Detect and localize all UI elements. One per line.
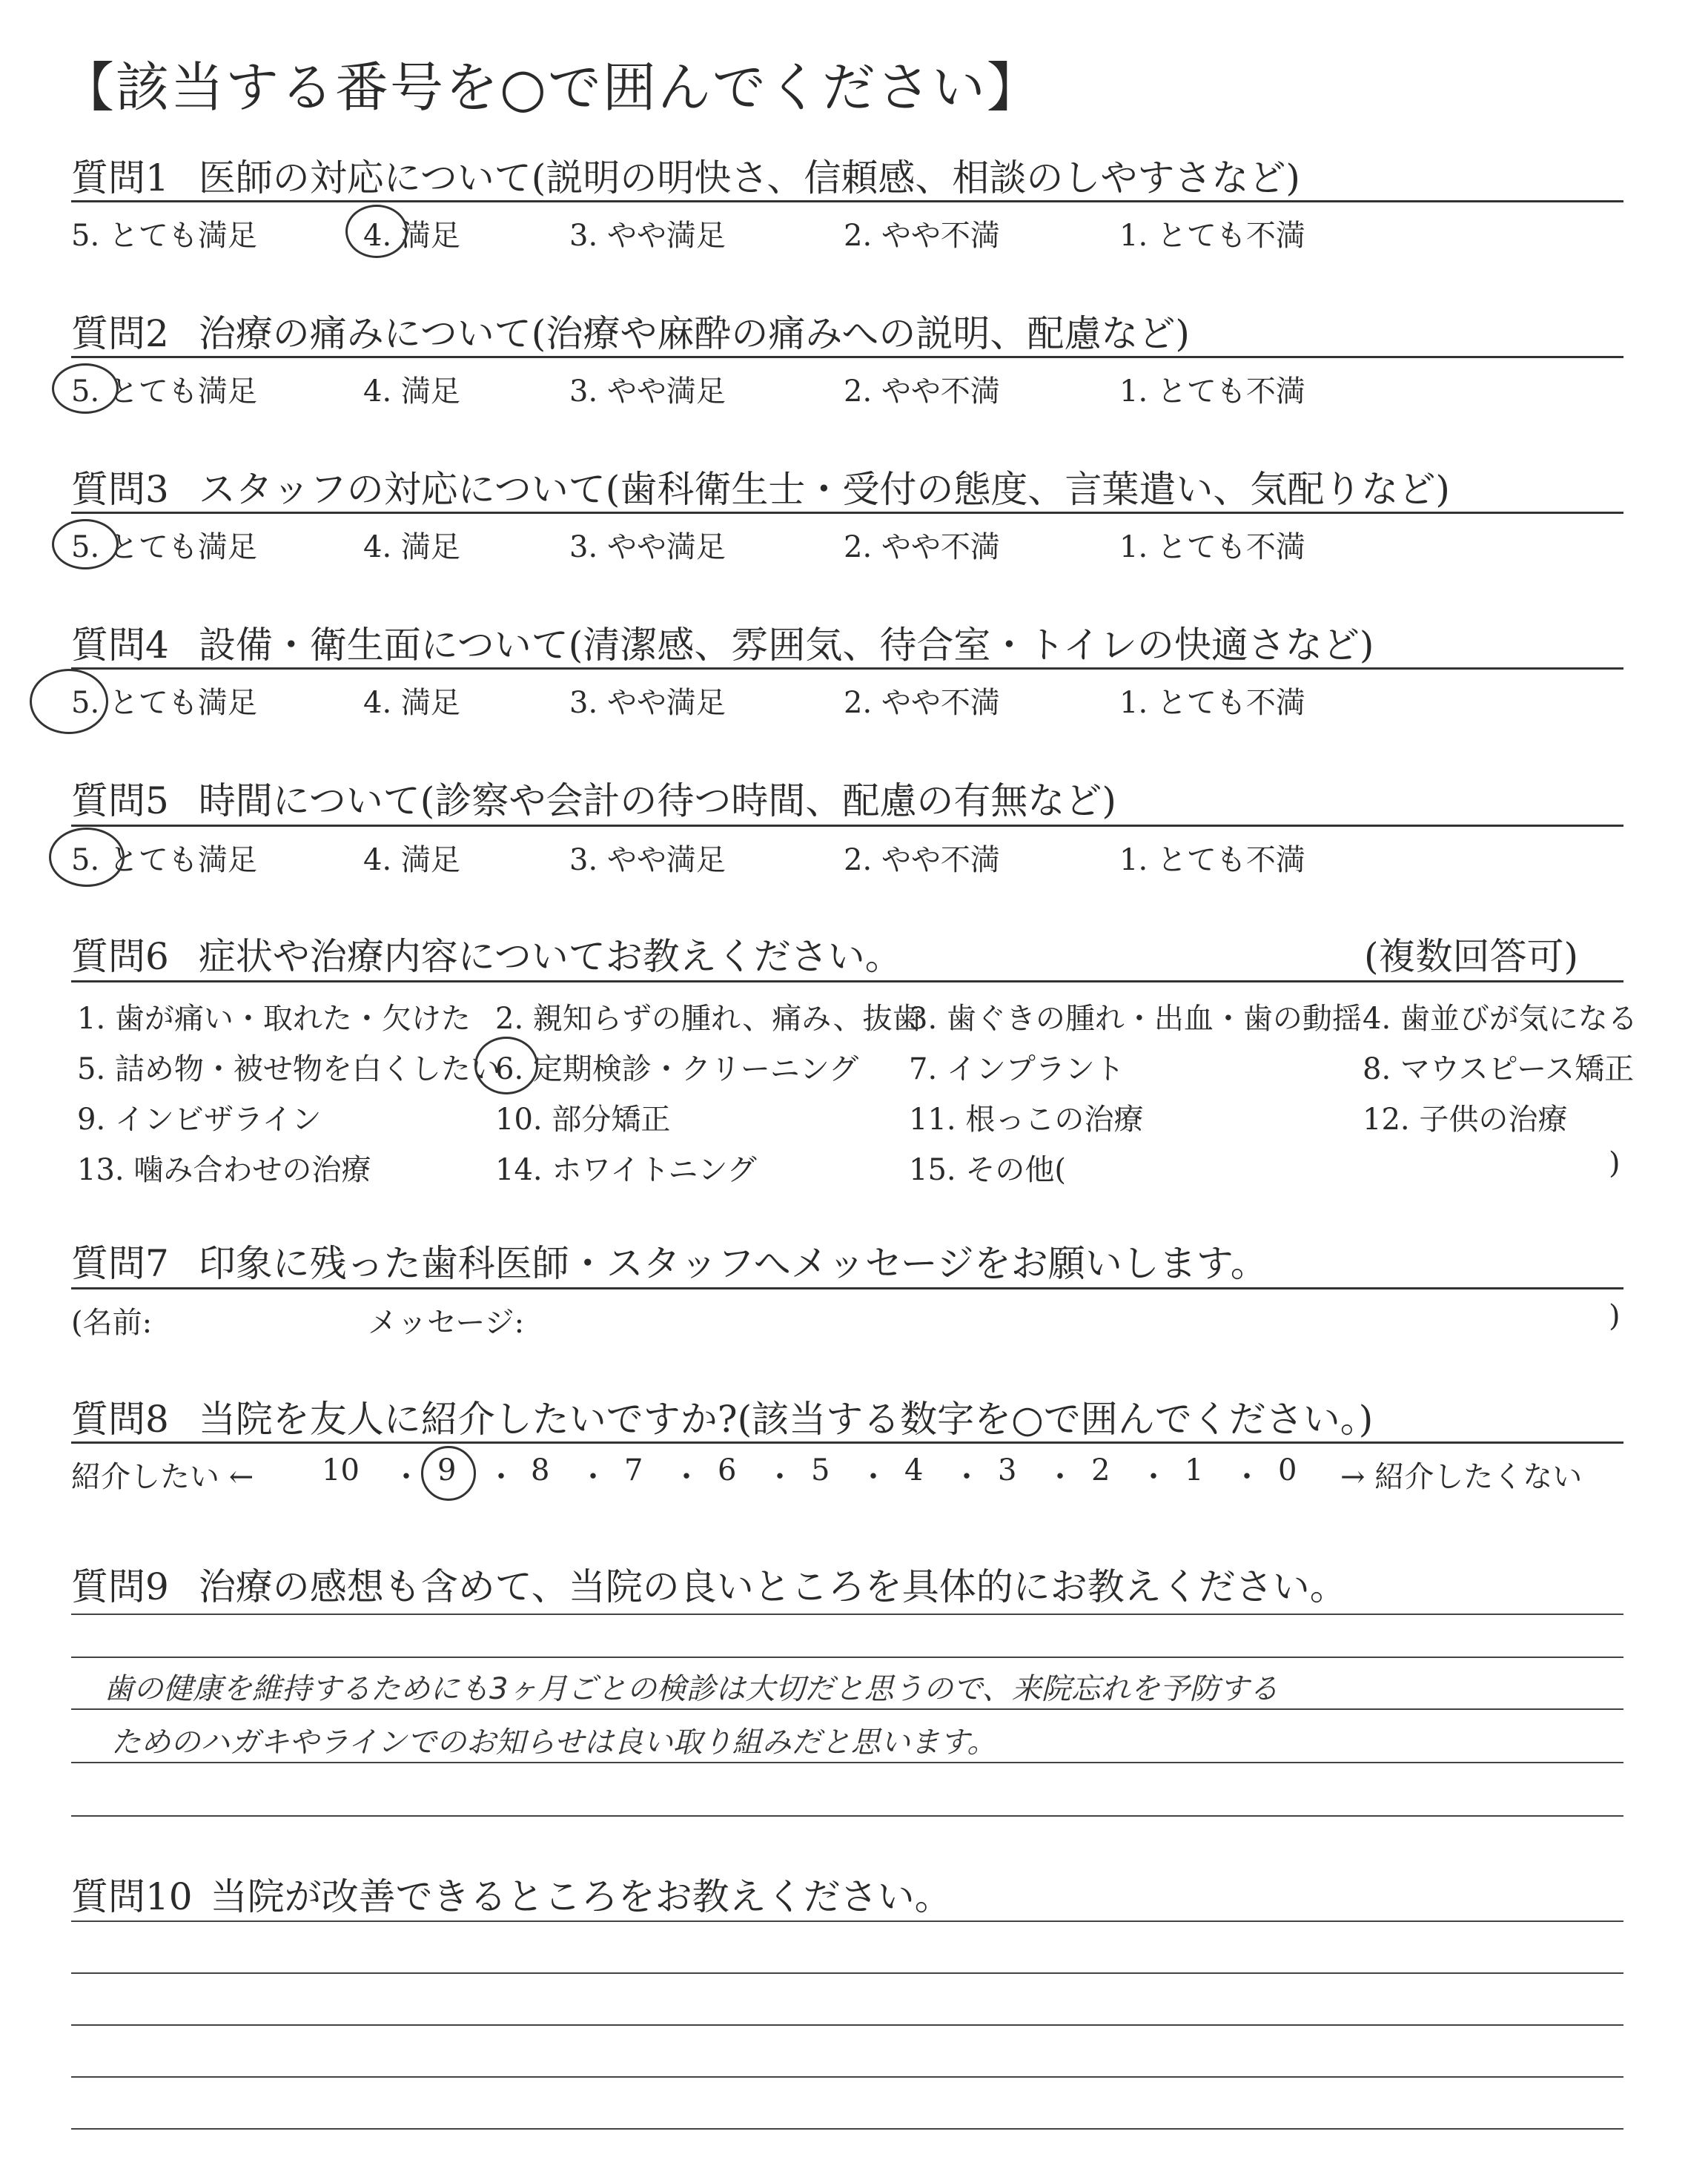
question-6-heading <box>71 927 902 980</box>
q1-option-1[interactable]: 1. とても不満 <box>1119 219 1305 253</box>
q6-item[interactable]: 6. 定期検診・クリーニング <box>495 1052 859 1086</box>
answer-circle <box>474 1037 538 1094</box>
q6-item[interactable]: 3. 歯ぐきの腫れ・出血・歯の動揺 <box>909 1002 1362 1036</box>
q4-option-5[interactable]: 5. とても満足 <box>71 686 257 720</box>
question-label: 質問2 <box>71 312 169 355</box>
q5-option-2[interactable]: 2. やや不満 <box>844 843 1000 877</box>
question-label: 質問5 <box>71 779 169 822</box>
question-text: 印象に残った歯科医師・スタッフへメッセージをお願いします。 <box>198 1242 1268 1285</box>
handwritten-answer-line-1: 歯の健康を維持するためにも3ヶ月ごとの検診は大切だと思うので、来院忘れを予防する <box>104 1672 1279 1706</box>
separator-dot: ・ <box>1139 1460 1168 1494</box>
scale-9[interactable]: 9 <box>437 1453 457 1487</box>
q2-option-5[interactable]: 5. とても満足 <box>71 374 257 409</box>
q6-item[interactable]: 7. インプラント <box>909 1052 1125 1086</box>
q5-option-1[interactable]: 1. とても不満 <box>1119 843 1305 877</box>
q6-item[interactable]: 2. 親知らずの腫れ、痛み、抜歯 <box>495 1002 922 1036</box>
separator-dot: ・ <box>952 1460 982 1494</box>
question-text: 治療の痛みについて(治療や麻酔の痛みへの説明、配慮など) <box>198 312 1190 355</box>
q4-option-4[interactable]: 4. 満足 <box>363 686 460 720</box>
answer-line <box>71 2076 1623 2078</box>
question-text: スタッフの対応について(歯科衛生士・受付の態度、言葉遣い、気配りなど) <box>198 468 1450 511</box>
answer-circle <box>345 205 408 258</box>
answer-line <box>71 1708 1623 1710</box>
question-4-heading <box>71 615 1374 669</box>
q3-option-2[interactable]: 2. やや不満 <box>844 530 1000 564</box>
message-field-label: メッセージ: <box>368 1306 525 1340</box>
scale-1[interactable]: 1 <box>1185 1453 1204 1487</box>
answer-line <box>71 1657 1623 1658</box>
scale-0[interactable]: 0 <box>1278 1453 1297 1487</box>
question-label: 質問10 <box>71 1875 193 1918</box>
q6-item[interactable]: 14. ホワイトニング <box>495 1153 757 1187</box>
message-close: ) <box>1609 1299 1621 1333</box>
answer-circle <box>52 519 119 569</box>
q2-option-1[interactable]: 1. とても不満 <box>1119 374 1305 409</box>
q2-option-4[interactable]: 4. 満足 <box>363 374 460 409</box>
scale-4[interactable]: 4 <box>904 1453 924 1487</box>
q1-option-5[interactable]: 5. とても満足 <box>71 219 257 253</box>
q6-item[interactable]: 4. 歯並びが気になる <box>1363 1002 1638 1036</box>
q5-option-4[interactable]: 4. 満足 <box>363 843 460 877</box>
answer-line <box>71 1815 1623 1817</box>
q6-item[interactable]: 13. 噛み合わせの治療 <box>77 1153 371 1187</box>
page-title: 【該当する番号を○で囲んでください】 <box>61 56 1042 119</box>
q4-option-2[interactable]: 2. やや不満 <box>844 686 1000 720</box>
answer-circle <box>49 828 125 887</box>
question-text: 時間について(診察や会計の待つ時間、配慮の有無など) <box>198 779 1116 822</box>
scale-5[interactable]: 5 <box>811 1453 830 1487</box>
separator-dot: ・ <box>578 1460 608 1494</box>
question-label: 質問4 <box>71 624 169 667</box>
divider <box>71 1287 1623 1289</box>
question-label: 質問1 <box>71 156 169 199</box>
handwritten-answer-line-2: ためのハガキやラインでのお知らせは良い取り組みだと思います。 <box>111 1725 997 1760</box>
not-recommend-label: → 紹介したくない <box>1340 1460 1583 1494</box>
divider <box>71 200 1623 202</box>
question-text: 医師の対応について(説明の明快さ、信頼感、相談のしやすさなど) <box>198 156 1300 199</box>
question-label: 質問6 <box>71 935 169 978</box>
separator-dot: ・ <box>672 1460 701 1494</box>
q4-option-1[interactable]: 1. とても不満 <box>1119 686 1305 720</box>
answer-line <box>71 1972 1623 1974</box>
answer-line <box>71 1762 1623 1763</box>
q1-option-2[interactable]: 2. やや不満 <box>844 219 1000 253</box>
question-5-heading <box>71 771 1116 825</box>
q5-option-5[interactable]: 5. とても満足 <box>71 843 257 877</box>
answer-line <box>71 1920 1623 1922</box>
question-7-heading <box>71 1234 1268 1287</box>
separator-dot: ・ <box>765 1460 795 1494</box>
q2-option-2[interactable]: 2. やや不満 <box>844 374 1000 409</box>
divider <box>71 512 1623 514</box>
separator-dot: ・ <box>858 1460 888 1494</box>
question-text: 当院を友人に紹介したいですか?(該当する数字を○で囲んでください。) <box>198 1398 1374 1441</box>
scale-7[interactable]: 7 <box>624 1453 643 1487</box>
divider <box>71 980 1623 982</box>
q1-option-3[interactable]: 3. やや満足 <box>569 219 726 253</box>
question-label: 質問3 <box>71 468 169 511</box>
question-text: 設備・衛生面について(清潔感、雰囲気、待合室・トイレの快適さなど) <box>198 624 1374 667</box>
q6-item[interactable]: 5. 詰め物・被せ物を白くしたい <box>77 1052 500 1086</box>
question-3-heading <box>71 460 1450 513</box>
multiple-answers-note: (複数回答可) <box>1364 935 1579 978</box>
scale-8[interactable]: 8 <box>531 1453 550 1487</box>
q2-option-3[interactable]: 3. やや満足 <box>569 374 726 409</box>
q3-option-1[interactable]: 1. とても不満 <box>1119 530 1305 564</box>
q3-option-5[interactable]: 5. とても満足 <box>71 530 257 564</box>
answer-circle <box>421 1446 476 1501</box>
divider <box>71 667 1623 670</box>
q6-item[interactable]: 8. マウスピース矯正 <box>1363 1052 1635 1086</box>
q3-option-3[interactable]: 3. やや満足 <box>569 530 726 564</box>
q6-other-close: ) <box>1609 1146 1621 1180</box>
answer-circle <box>52 363 119 414</box>
q6-item[interactable]: 12. 子供の治療 <box>1363 1103 1568 1137</box>
question-label: 質問7 <box>71 1242 169 1285</box>
question-1-heading <box>71 148 1300 202</box>
q4-option-3[interactable]: 3. やや満足 <box>569 686 726 720</box>
separator-dot: ・ <box>1232 1460 1262 1494</box>
separator-dot: ・ <box>486 1460 516 1494</box>
q6-item[interactable]: 10. 部分矯正 <box>495 1103 671 1137</box>
question-9-heading <box>71 1557 1347 1611</box>
question-label: 質問8 <box>71 1398 169 1441</box>
q6-item[interactable]: 9. インビザライン <box>77 1103 322 1137</box>
scale-3[interactable]: 3 <box>998 1453 1017 1487</box>
q3-option-4[interactable]: 4. 満足 <box>363 530 460 564</box>
separator-dot: ・ <box>1045 1460 1075 1494</box>
q6-item[interactable]: 11. 根っこの治療 <box>909 1103 1144 1137</box>
question-8-heading <box>71 1390 1373 1443</box>
q5-option-3[interactable]: 3. やや満足 <box>569 843 726 877</box>
divider <box>71 1441 1623 1444</box>
name-field-label: (名前: <box>71 1306 153 1340</box>
separator-dot: ・ <box>391 1460 421 1494</box>
divider <box>71 825 1623 827</box>
divider <box>71 356 1623 358</box>
scale-10[interactable]: 10 <box>322 1453 360 1487</box>
scale-6[interactable]: 6 <box>718 1453 737 1487</box>
scale-2[interactable]: 2 <box>1091 1453 1110 1487</box>
q1-option-4[interactable]: 4. 満足 <box>363 219 460 253</box>
question-text: 治療の感想も含めて、当院の良いところを具体的にお教えください。 <box>198 1565 1347 1608</box>
answer-circle <box>30 669 108 734</box>
question-label: 質問9 <box>71 1565 169 1608</box>
q6-item[interactable]: 1. 歯が痛い・取れた・欠けた <box>77 1002 471 1036</box>
q6-item[interactable]: 15. その他( <box>909 1153 1066 1187</box>
question-text: 症状や治療内容についてお教えください。 <box>198 935 902 978</box>
answer-line <box>71 1614 1623 1615</box>
recommend-label: 紹介したい ← <box>71 1460 254 1494</box>
question-10-heading <box>71 1867 952 1920</box>
question-2-heading <box>71 304 1190 357</box>
question-text: 当院が改善できるところをお教えください。 <box>210 1875 952 1918</box>
answer-line <box>71 2024 1623 2026</box>
answer-line <box>71 2128 1623 2130</box>
